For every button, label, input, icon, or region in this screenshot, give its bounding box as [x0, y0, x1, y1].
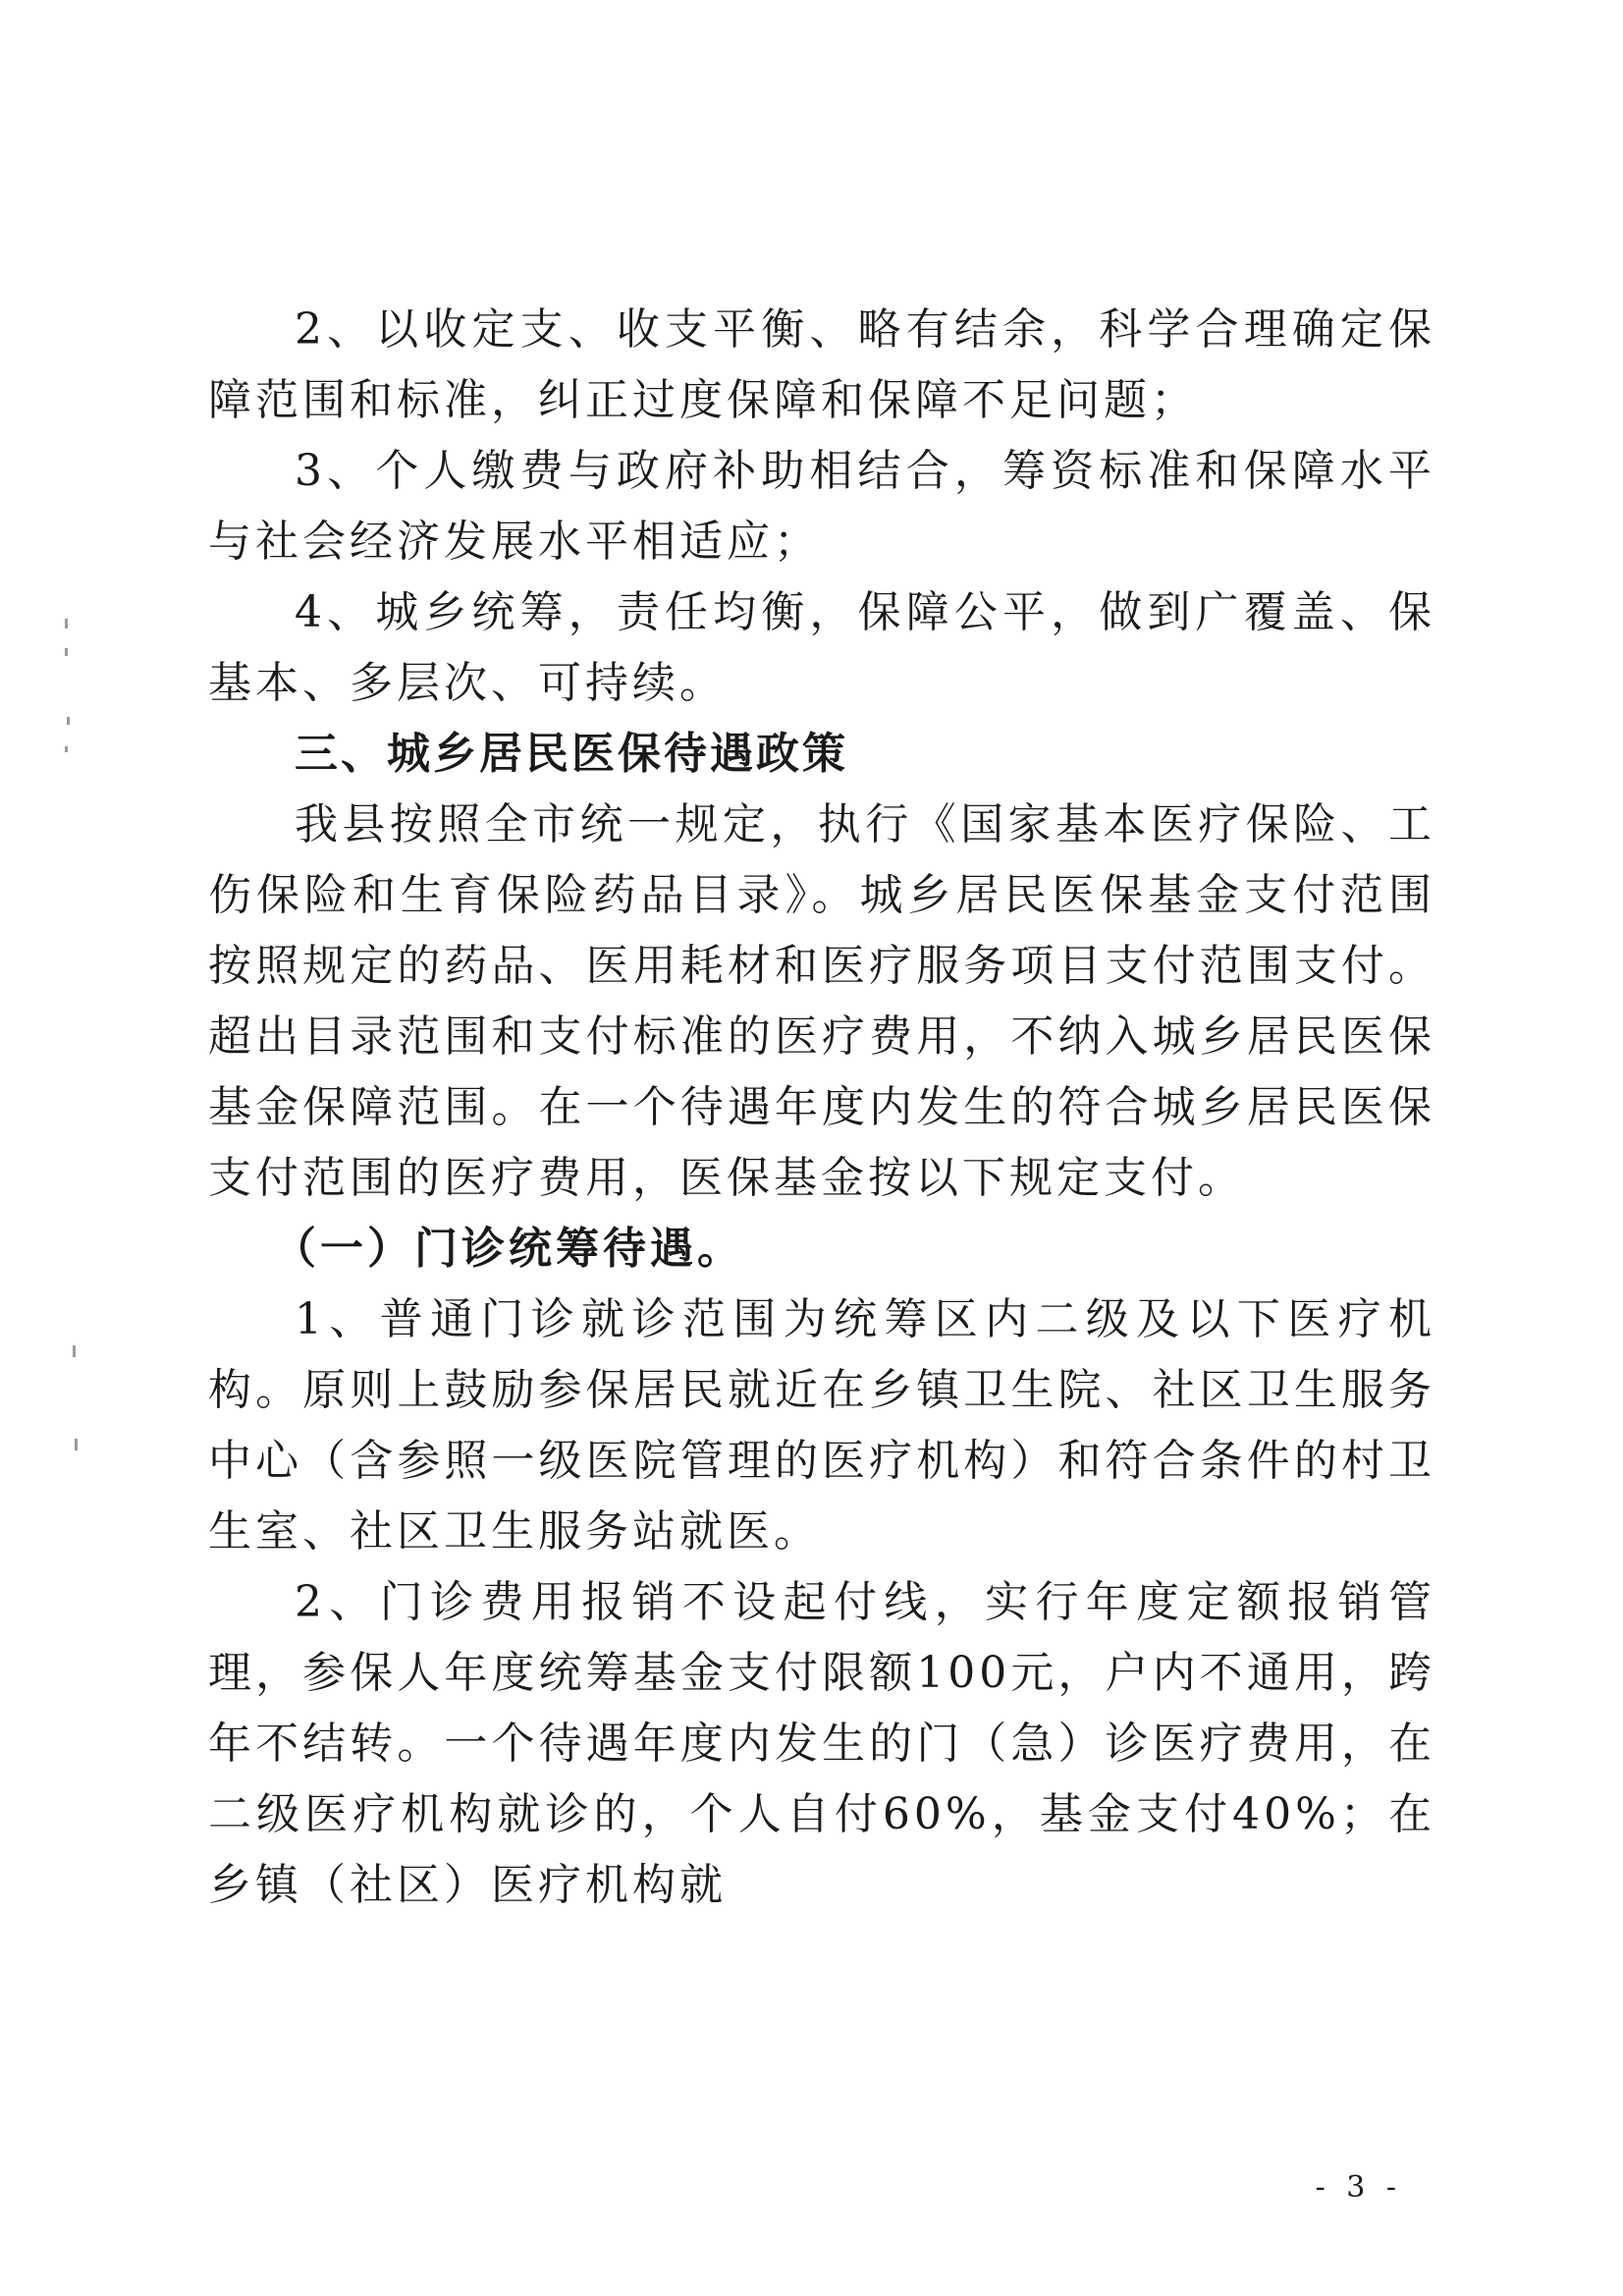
paragraph-outpatient-1: 1、普通门诊就诊范围为统筹区内二级及以下医疗机构。原则上鼓励参保居民就近在乡镇卫生院、社区卫生服务中心（含参照一级医院管理的医疗机构）和符合条件的村卫生室、社区卫生服务站就医。 [208, 1294, 1435, 1557]
paragraph-principle-3: 3、个人缴费与政府补助相结合，筹资标准和保障水平与社会经济发展水平相适应； [208, 446, 1435, 567]
page-number: - 3 - [1315, 2170, 1402, 2205]
scan-mark [67, 717, 70, 725]
scan-mark [65, 746, 68, 752]
subsection-heading-outpatient: （一）门诊统筹待遇。 [273, 1224, 744, 1274]
scan-mark [73, 1345, 76, 1357]
scan-mark [75, 1439, 78, 1450]
paragraph-outpatient-2: 2、门诊费用报销不设起付线，实行年度定额报销管理，参保人年度统筹基金支付限额100元，户内不通用，跨年不结转。一个待遇年度内发生的门（急）诊医疗费用，在二级医疗机构就诊的，个人自付60%，基金支付40%；在乡镇（社区）医疗机构就 [208, 1577, 1435, 1910]
scan-mark [65, 619, 68, 629]
document-body [208, 295, 1435, 1921]
scan-mark [65, 648, 68, 656]
section-heading-3: 三、城乡居民医保待遇政策 [295, 729, 848, 779]
paragraph-principle-4: 4、城乡统筹，责任均衡，保障公平，做到广覆盖、保基本、多层次、可持续。 [208, 587, 1435, 708]
paragraph-policy-intro: 我县按照全市统一规定，执行《国家基本医疗保险、工伤保险和生育保险药品目录》。城乡居民医保基金支付范围按照规定的药品、医用耗材和医疗服务项目支付范围支付。超出目录范围和支付标准的医疗费用，不纳入城乡居民医保基金保障范围。在一个待遇年度内发生的符合城乡居民医保支付范围的医疗费用，医保基金按以下规定支付。 [208, 799, 1435, 1203]
paragraph-principle-2: 2、以收定支、收支平衡、略有结余，科学合理确定保障范围和标准，纠正过度保障和保障不足问题； [208, 304, 1435, 425]
